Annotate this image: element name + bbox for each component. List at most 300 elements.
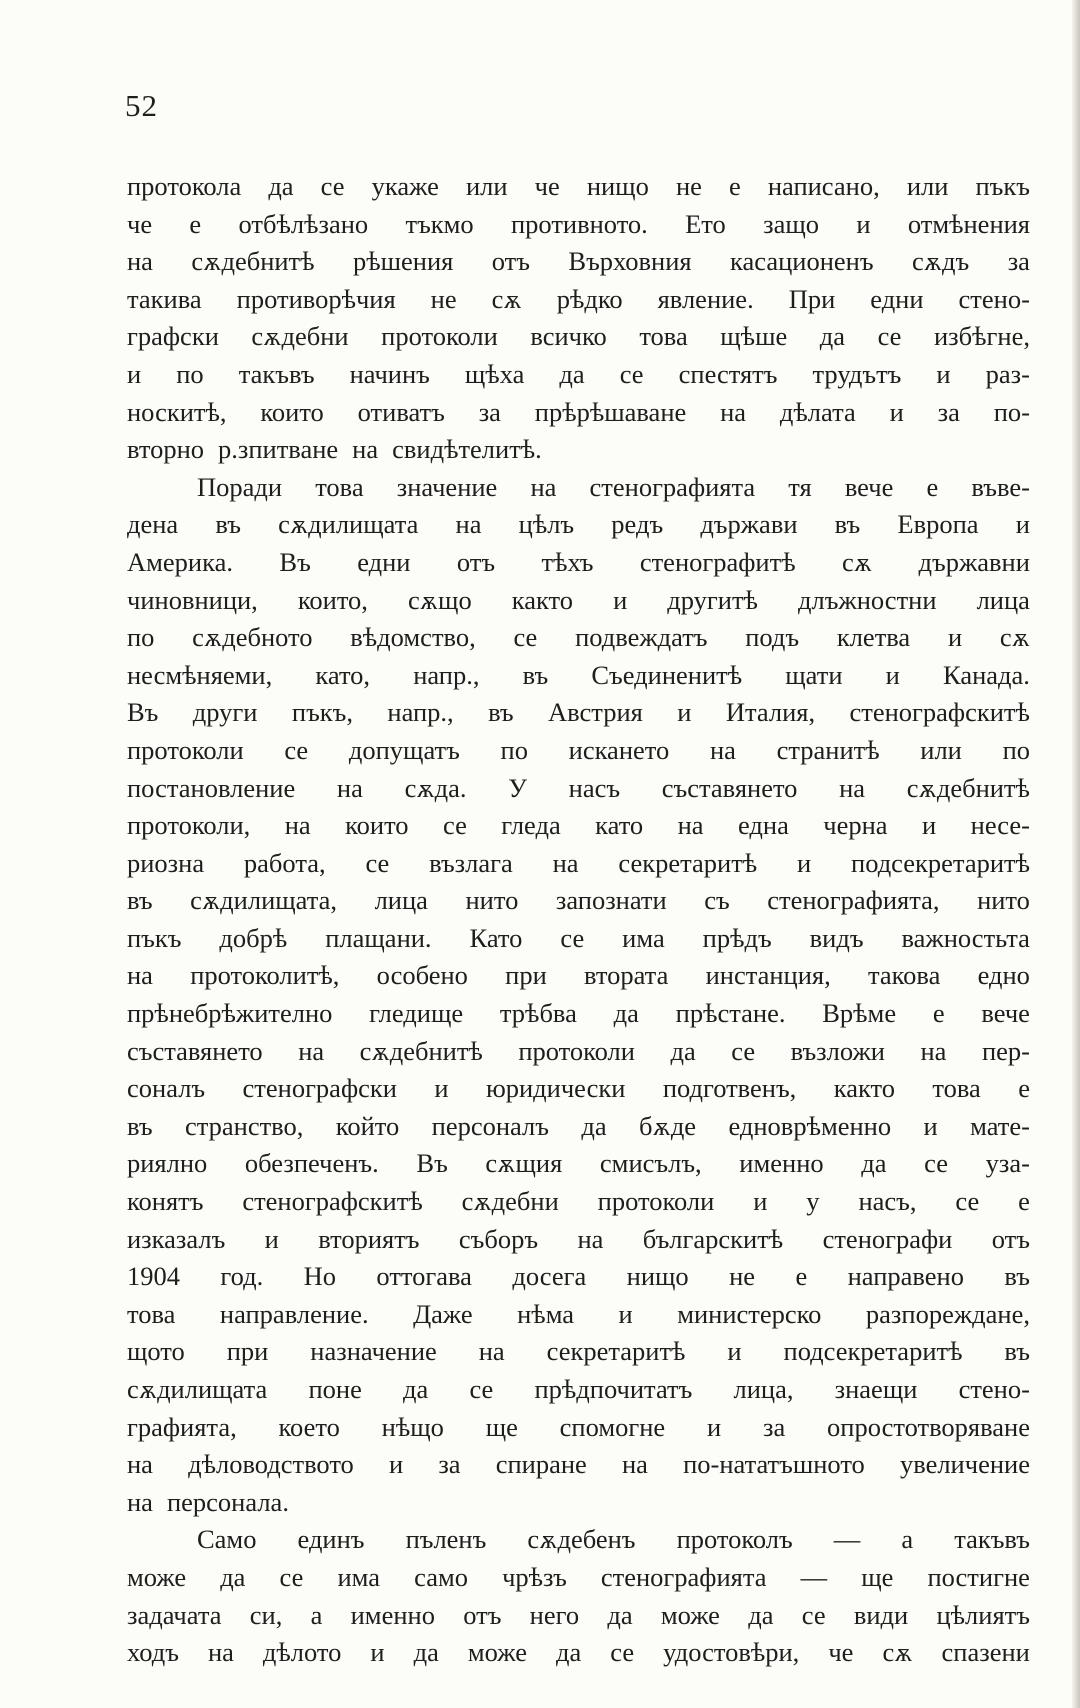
word: пер- (981, 1035, 1030, 1066)
word: раз- (985, 358, 1030, 389)
word: подвеждатъ (575, 622, 708, 653)
word: У (508, 772, 527, 803)
word: на (127, 960, 153, 991)
word: напр., (413, 659, 480, 690)
page-edge (1072, 0, 1080, 1708)
word: е (189, 208, 202, 239)
word: и (885, 659, 900, 690)
word: спиране (495, 1449, 587, 1480)
word: стенографията (589, 471, 756, 502)
word: отъ (456, 546, 496, 577)
word: Даже (413, 1298, 473, 1329)
word: и (707, 1411, 722, 1442)
word: едни (870, 283, 924, 314)
word: дѣловодството (188, 1449, 354, 1480)
word: черна (823, 810, 888, 841)
word: тѣхъ (541, 546, 594, 577)
word: стено- (958, 1374, 1030, 1404)
word: на (127, 246, 153, 277)
word: и (947, 622, 963, 653)
word: Поради (197, 471, 283, 502)
word: се (619, 358, 644, 389)
word: въ (488, 697, 514, 728)
word: Австрия (548, 697, 643, 728)
word: редъ (611, 509, 664, 540)
word: протоколъ (676, 1524, 793, 1555)
word: сѫдилищата, (190, 885, 338, 916)
word: по (176, 358, 204, 389)
word: разпореждане, (865, 1298, 1030, 1329)
word: прѣрѣшаване (534, 396, 687, 427)
word: да (559, 358, 585, 389)
word: една (738, 810, 789, 841)
word: вече (844, 471, 894, 502)
text-line (127, 1108, 1030, 1146)
word: и (618, 1298, 633, 1329)
word: а (901, 1524, 914, 1555)
word: важностьта (901, 922, 1030, 953)
word: сѫщо (407, 584, 472, 615)
word: нищо (626, 1261, 689, 1292)
word: щѣха (464, 358, 525, 389)
word: подсекретаритѣ (851, 847, 1030, 878)
word: отъ (491, 246, 530, 277)
text-line (127, 356, 1030, 394)
word: носкитѣ, (127, 396, 227, 427)
word: несе- (970, 810, 1030, 841)
word: въ (834, 509, 861, 540)
word: знаещи (834, 1374, 918, 1404)
word: или (920, 734, 962, 765)
word: Европа (897, 509, 979, 540)
text-line (127, 318, 1030, 356)
word: други (192, 697, 258, 728)
word: да (748, 1599, 774, 1630)
text-line (127, 995, 1030, 1033)
word: и (434, 1073, 449, 1104)
word: касационенъ (730, 246, 874, 277)
word: запознати (555, 885, 667, 916)
word: сѫдебенъ (527, 1524, 636, 1555)
word: графията, (127, 1411, 237, 1442)
word: на (455, 509, 482, 540)
word: вториятъ (318, 1223, 420, 1254)
text-line (127, 732, 1030, 770)
word: гледище (369, 998, 464, 1029)
word: сѫдебнитѣ (191, 246, 315, 277)
text-line (127, 1634, 1030, 1672)
word: дѣлото (262, 1637, 342, 1668)
text-line (127, 281, 1030, 319)
word: напр., (387, 697, 454, 728)
word: назначение (310, 1336, 437, 1367)
word: цѣлиятъ (936, 1599, 1030, 1630)
word: Само (197, 1524, 257, 1555)
word: Върховния (568, 246, 692, 277)
word: длъжностни (798, 584, 937, 615)
word: бѫде (639, 1110, 697, 1141)
word: и (856, 208, 871, 239)
word: едноврѣменно (728, 1110, 892, 1141)
word: който (335, 1110, 400, 1141)
word: него (529, 1599, 580, 1630)
word: лица (374, 885, 428, 916)
word: стено- (958, 283, 1030, 314)
page-number: 52 (125, 88, 158, 123)
word: както (833, 1073, 895, 1104)
word: е (1018, 1073, 1030, 1104)
word: това (127, 1298, 176, 1329)
word: нѣма (517, 1298, 575, 1329)
word: това (932, 1073, 981, 1104)
word: направление. (219, 1298, 369, 1329)
word: вече (981, 998, 1030, 1029)
word: протоколи (597, 1186, 715, 1217)
word: на (127, 1449, 153, 1480)
word: държавни (918, 546, 1030, 577)
word: да (581, 1110, 607, 1141)
word: трудътъ (812, 358, 902, 389)
word: едно (977, 960, 1030, 991)
word: клетва (836, 622, 911, 653)
word: сѫда. (404, 772, 467, 803)
word: не (430, 283, 457, 314)
word: странитѣ (776, 734, 880, 765)
word: лица (976, 584, 1030, 615)
text-line (127, 1183, 1030, 1221)
word: само (414, 1561, 468, 1592)
word: въ (127, 1110, 153, 1141)
text-line (127, 845, 1030, 883)
word: българскитѣ (642, 1223, 784, 1254)
word: отъ (463, 1599, 502, 1630)
word: пъленъ (405, 1524, 487, 1555)
word: Италия, (725, 697, 816, 728)
word: да (403, 1374, 429, 1404)
word: се (924, 1148, 949, 1179)
word: отмѣнения (907, 208, 1030, 239)
word: поне (308, 1374, 362, 1404)
word: да (861, 1148, 887, 1179)
text-line (127, 1484, 1030, 1522)
word: на (677, 810, 704, 841)
word: е (932, 998, 945, 1029)
word: види (853, 1599, 909, 1630)
word: се (469, 1374, 494, 1404)
word: такъвъ (954, 1524, 1030, 1555)
word: вторно (127, 434, 205, 465)
word: смисълъ, (599, 1148, 702, 1179)
word: обезпеченъ. (244, 1148, 379, 1179)
word: спазени (941, 1637, 1030, 1668)
word: се (365, 847, 390, 878)
word: или (906, 171, 949, 201)
word: Въ (127, 697, 159, 728)
word: сѫдъ (911, 246, 970, 277)
text-line (127, 920, 1030, 958)
word: протоколи (381, 321, 498, 352)
word: на (839, 772, 866, 803)
word: стенографитѣ (639, 546, 796, 577)
word: това (639, 321, 688, 352)
word: при (505, 960, 547, 991)
word: има (337, 1561, 381, 1592)
word: по-нататъшното (683, 1449, 865, 1480)
text-line (127, 770, 1030, 808)
word: Врѣме (822, 998, 897, 1029)
word: че (828, 1637, 854, 1668)
word: и (613, 584, 628, 615)
word: лица, (733, 1374, 794, 1404)
word: да (413, 1637, 439, 1668)
word: стенографскитѣ (849, 697, 1030, 728)
word: и (727, 1336, 742, 1367)
word: допущатъ (348, 734, 460, 765)
text-line (127, 1559, 1030, 1597)
word: че (534, 171, 560, 201)
word: написано, (767, 171, 880, 201)
word: не (729, 1261, 756, 1292)
word: на (336, 772, 363, 803)
word: и (677, 697, 692, 728)
word: да (819, 321, 846, 352)
text-line (127, 1296, 1030, 1334)
word: досега (512, 1261, 587, 1292)
word: които (260, 396, 324, 427)
text-line (127, 882, 1030, 920)
word: да (555, 1637, 582, 1668)
text-line (127, 807, 1030, 845)
word: сѫдебни (461, 1186, 559, 1217)
text-line (127, 657, 1030, 695)
word: тъкмо (405, 208, 474, 239)
text-line (127, 957, 1030, 995)
word: за (438, 1449, 461, 1480)
word: се (801, 1599, 826, 1630)
word: по (500, 734, 528, 765)
word: въ (1004, 1336, 1030, 1367)
word: и (753, 1186, 768, 1217)
word: искането (568, 734, 670, 765)
word: има (622, 922, 665, 953)
word: на (298, 1035, 325, 1066)
word: Като (469, 922, 523, 953)
word: на (127, 1486, 153, 1517)
text-line (127, 243, 1030, 281)
text-line (127, 168, 1030, 206)
word: за (1007, 246, 1030, 277)
word: тя (788, 471, 812, 502)
text-line (127, 506, 1030, 544)
word: сѫдебни (251, 321, 349, 352)
word: ще (861, 1561, 894, 1592)
word: възлага (429, 847, 513, 878)
word: чрѣзъ (502, 1561, 567, 1592)
word: оттогава (376, 1261, 472, 1292)
word: Въ (416, 1148, 448, 1179)
word: графски (127, 321, 219, 352)
word: и (922, 810, 937, 841)
word: задачата (127, 1599, 222, 1630)
text-line (127, 1333, 1030, 1371)
word: противорѣчия (236, 283, 396, 314)
word: подъ (745, 622, 800, 653)
word: или (465, 171, 508, 201)
word: именно (739, 1148, 824, 1179)
word: именно (350, 1599, 435, 1630)
text-line (127, 544, 1030, 582)
word: протоколи (518, 1035, 635, 1066)
word: ще (485, 1411, 518, 1442)
word: цѣлъ (518, 509, 575, 540)
word: протоколи (127, 734, 244, 765)
word: персоналъ (431, 1110, 549, 1141)
word: сѫдилищата (278, 509, 419, 540)
word: щото (127, 1336, 185, 1367)
word: персонала. (166, 1486, 289, 1517)
word: се (279, 1561, 304, 1592)
word: и (264, 1223, 279, 1254)
text-line (127, 619, 1030, 657)
text-line (127, 582, 1030, 620)
word: си, (249, 1599, 283, 1630)
word: сѫ (842, 546, 873, 577)
word: за (937, 396, 960, 427)
word: отбѣлѣзано (238, 208, 369, 239)
word: се (955, 1186, 980, 1217)
word: видъ (809, 922, 864, 953)
word: защо (763, 208, 820, 239)
word: удостовѣри, (663, 1637, 800, 1668)
word: както (511, 584, 574, 615)
word: дена (127, 509, 179, 540)
word: изказалъ (127, 1223, 226, 1254)
word: направено (847, 1261, 964, 1292)
word: се (320, 171, 345, 201)
word: соналъ (127, 1073, 206, 1104)
body-text (127, 168, 1030, 1672)
word: съ (704, 885, 730, 916)
word: министерско (677, 1298, 822, 1329)
text-line (127, 1409, 1030, 1447)
word: 1904 (127, 1261, 180, 1292)
word: и (127, 358, 142, 389)
word: на (709, 734, 736, 765)
word: опростотворяване (827, 1411, 1030, 1442)
word: държави (700, 509, 798, 540)
word: въ (127, 885, 153, 916)
word: пъкъ, (291, 697, 353, 728)
word: Канада. (943, 659, 1030, 690)
word: по- (993, 396, 1030, 427)
word: се (560, 922, 585, 953)
word: на (352, 434, 379, 465)
word: по (1002, 734, 1030, 765)
word: на (207, 1637, 234, 1668)
word: трѣбва (499, 998, 577, 1029)
word: уза- (985, 1148, 1030, 1179)
word: и (889, 396, 904, 427)
word: стенографски (242, 1073, 397, 1104)
word: у (806, 1186, 820, 1217)
word: втората (584, 960, 669, 991)
word: сѫщия (485, 1148, 563, 1179)
word: стенографията (600, 1561, 767, 1592)
word: на (530, 471, 557, 502)
text-line (127, 1033, 1030, 1071)
word: се (877, 321, 902, 352)
word: риозна (127, 847, 205, 878)
word: спомогне (559, 1411, 666, 1442)
word: възложи (790, 1035, 885, 1066)
word: протоколи, (127, 810, 251, 841)
word: е (1018, 1186, 1030, 1217)
word: секретаритѣ (618, 847, 758, 878)
word: особено (376, 960, 468, 991)
word: пъкъ (127, 922, 182, 953)
word: които (345, 810, 409, 841)
word: щати (785, 659, 843, 690)
word: Съединенитѣ (591, 659, 743, 690)
word: р.зпитване (218, 434, 339, 465)
word: може (127, 1561, 187, 1592)
word: сѫдебнитѣ (906, 772, 1030, 803)
word: постановление (127, 772, 296, 803)
word: за (762, 1411, 786, 1442)
word: на (552, 847, 579, 878)
word: се (443, 810, 467, 841)
word: пъкъ (975, 171, 1030, 201)
word: конятъ (127, 1186, 204, 1217)
word: да (670, 1035, 696, 1066)
word: — (800, 1561, 828, 1592)
word: свидѣтелитѣ. (392, 434, 542, 465)
word: дѣлата (779, 396, 856, 427)
word: като, (315, 659, 371, 690)
word: — (833, 1524, 861, 1555)
word: нито (465, 885, 519, 916)
word: на (478, 1336, 505, 1367)
word: такива (127, 283, 202, 314)
word: постигне (927, 1561, 1030, 1592)
word: противното. (511, 208, 648, 239)
word: значение (396, 471, 498, 502)
word: и (797, 847, 812, 878)
word: е (728, 171, 741, 201)
text-line (127, 1371, 1030, 1409)
text-line (127, 1597, 1030, 1635)
word: като (595, 810, 644, 841)
word: увеличение (899, 1449, 1030, 1480)
word: сѫ (491, 283, 522, 314)
word: насъ (568, 772, 621, 803)
word: инстанция, (705, 960, 831, 991)
text-line (127, 469, 1030, 507)
word: на (720, 396, 747, 427)
word: протокола (127, 171, 242, 201)
word: сѫ (999, 622, 1030, 653)
word: Но (303, 1261, 337, 1292)
text-line (127, 1221, 1030, 1259)
word: а (310, 1599, 323, 1630)
word: добрѣ (219, 922, 288, 953)
word: на (577, 1223, 604, 1254)
word: за (478, 396, 501, 427)
word: стенографи (822, 1223, 953, 1254)
word: може (660, 1599, 720, 1630)
text-line (127, 431, 1030, 469)
word: рѣшения (352, 246, 454, 277)
